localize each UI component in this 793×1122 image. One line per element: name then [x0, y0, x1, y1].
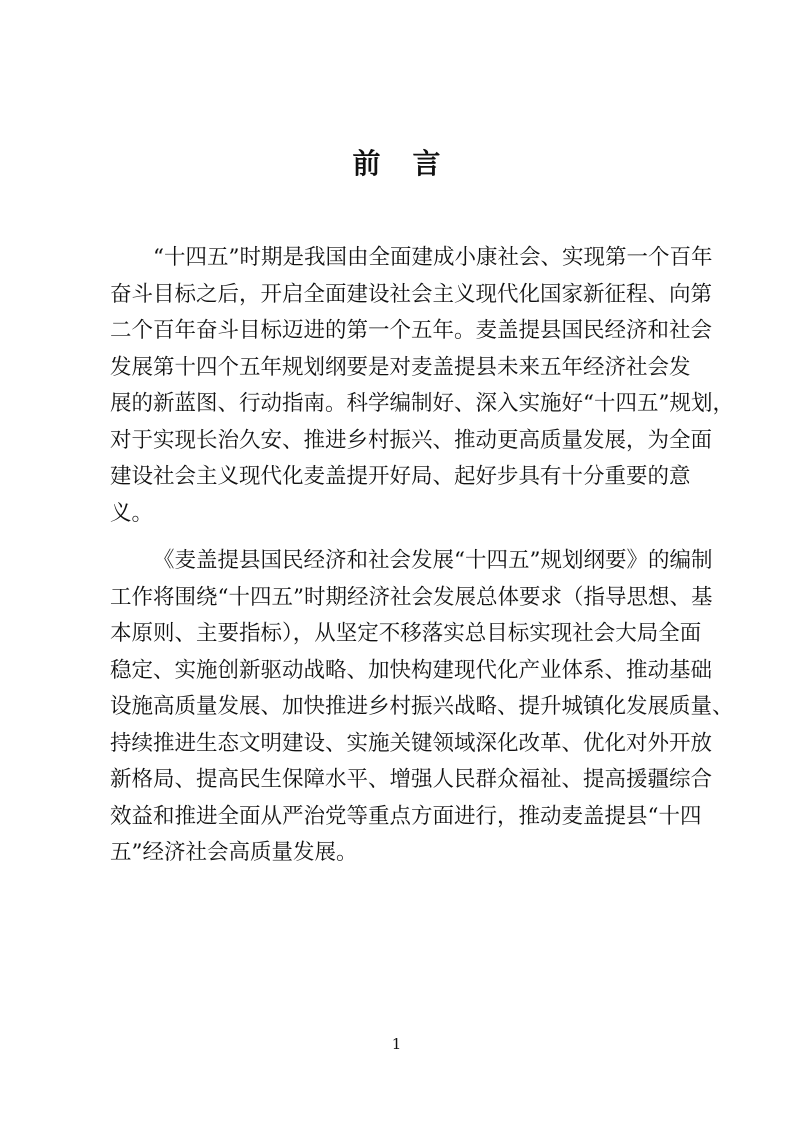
paragraph-line: 五”经济社会高质量发展。 [110, 840, 358, 865]
paragraph-line: 稳定、实施创新驱动战略、加快构建现代化产业体系、推动基础 [110, 658, 713, 683]
paragraph-line: 新格局、提高民生保障水平、增强人民群众福祉、提高援疆综合 [110, 767, 713, 792]
paragraph-line: “十四五”时期是我国由全面建成小康社会、实现第一个百年 [153, 245, 713, 270]
paragraph-line: 本原则、主要指标），从坚定不移落实总目标实现社会大局全面 [110, 621, 702, 646]
paragraph-line: 《麦盖提县国民经济和社会发展“十四五”规划纲要》的编制 [153, 548, 713, 573]
paragraph-line: 奋斗目标之后，开启全面建设社会主义现代化国家新征程、向第 [110, 282, 713, 307]
paragraph-line: 持续推进生态文明建设、实施关键领域深化改革、优化对外开放 [110, 731, 713, 756]
page-number: 1 [391, 1035, 402, 1053]
paragraph-line: 展的新蓝图、行动指南。科学编制好、深入实施好“十四五”规划， [110, 391, 734, 416]
paragraph-line: 义。 [110, 501, 154, 526]
paragraph-line: 效益和推进全面从严治党等重点方面进行，推动麦盖提县“十四 [110, 804, 702, 829]
paragraph-line: 建设社会主义现代化麦盖提开好局、起好步具有十分重要的意 [110, 464, 691, 489]
paragraph-line: 发展第十四个五年规划纲要是对麦盖提县未来五年经济社会发 [110, 355, 691, 380]
paragraph-line: 设施高质量发展、加快推进乡村振兴战略、提升城镇化发展质量、 [110, 694, 734, 719]
paragraph-line: 对于实现长治久安、推进乡村振兴、推动更高质量发展，为全面 [110, 428, 713, 453]
paragraph-line: 工作将围绕“十四五”时期经济社会发展总体要求（指导思想、基 [110, 585, 713, 610]
page-title: 前言 [352, 147, 473, 180]
paragraph-line: 二个百年奋斗目标迈进的第一个五年。麦盖提县国民经济和社会 [110, 318, 713, 343]
